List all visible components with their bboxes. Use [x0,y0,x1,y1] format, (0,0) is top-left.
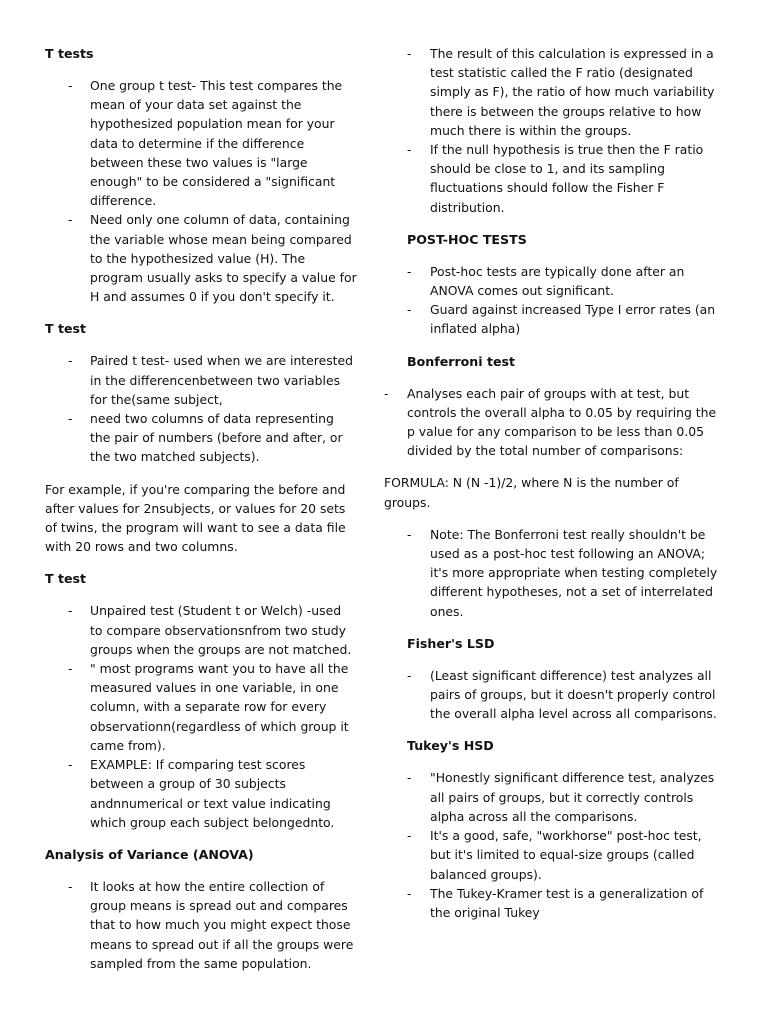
section-heading-bonferroni: Bonferroni test [407,353,516,369]
dash-marker: - [407,828,412,844]
dash-marker: - [407,885,412,901]
list-item [45,409,357,467]
bullet-list [407,262,725,339]
section-heading-t-tests: T tests [45,46,94,61]
list-item-text: It looks at how the entire collection of group means is spread out and compares that to how much you might expect those means to spread out if all the groups were sampled from the same population. [90,878,354,971]
list-item-text: "Honestly significant difference test, analyzes all pairs of groups, but it correctly controls alpha across all the comparisons. [430,770,715,824]
list-item [407,44,725,140]
section-heading-anova: Analysis of Variance (ANOVA) [45,846,254,862]
formula-paragraph: FORMULA: N (N -1)/2, where N is the number of groups. [384,475,679,510]
list-item-text: (Least significant difference) test analyzes all pairs of groups, but it doesn't properly control the overall alpha level across all comparisons. [430,667,717,722]
list-item-text: The result of this calculation is expressed in a test statistic called the F ratio (designated simply as F), the ratio of how much variability there is between the groups relative to how much there is within the groups. [430,46,715,138]
list-item [45,601,357,659]
dash-marker: - [68,878,73,894]
list-item-text: Need only one column of data, containing the variable whose mean being compared to the hypothesized value (H). The program usually asks to specify a value for H and assumes 0 if you don't specify it. [90,212,357,305]
list-item [407,262,725,300]
dash-marker: - [68,411,73,427]
left-column [45,44,357,986]
section-heading-unpaired-t-test: T test [45,571,87,587]
list-item-text: Note: The Bonferroni test really shouldn't be used as a post-hoc test following an ANOVA; it's more appropriate when testing completely different hypotheses, not a set of interrelated ones. [430,526,718,619]
bullet-list [407,768,725,922]
section-heading-post-hoc: POST-HOC TESTS [407,231,527,247]
list-item-text: The Tukey-Kramer test is a generalization of the original Tukey [430,885,704,920]
dash-marker: - [68,353,73,369]
bullet-list [45,351,357,466]
list-item-text: need two columns of data representing the pair of numbers (before and after, or the two matched subjects). [90,411,343,465]
list-item [407,140,725,217]
list-item [407,666,725,724]
list-item-text: Unpaired test (Student t or Welch) -used to compare observationsnfrom two study groups when the groups are not matched. [90,603,352,657]
bullet-list [407,44,725,217]
list-item-text: Analyses each pair of groups with at test, but controls the overall alpha to 0.05 by requiring the p value for any comparison to be less than 0.05 divided by the total number of comparisons: [407,385,717,459]
list-item [45,210,357,306]
bullet-list [45,601,357,831]
bullet-list [407,666,725,724]
list-item-text: If the null hypothesis is true then the F ratio should be close to 1, and its sampling fluctuations should follow the Fisher F distribution. [430,142,704,215]
dash-marker: - [407,770,412,786]
list-item [45,351,357,409]
list-item-text: It's a good, safe, "workhorse" post-hoc test, but it's limited to equal-size groups (called balanced groups). [430,828,702,882]
dash-marker: - [407,46,412,61]
list-item [407,525,725,621]
list-item [384,384,725,461]
right-column [384,44,725,935]
list-item [407,826,725,884]
dash-marker: - [68,757,73,773]
dash-marker: - [407,142,412,158]
section-heading-tukeys-hsd: Tukey's HSD [407,738,494,754]
list-item [45,76,357,210]
list-item-text: Guard against increased Type I error rates (an inflated alpha) [430,302,716,337]
list-item [407,884,725,922]
list-item [45,659,357,755]
list-item-text: One group t test- This test compares the mean of your data set against the hypothesized population mean for your data to determine if the difference between these two values is "large enough" to be considered a "significant difference. [90,78,343,209]
dash-marker: - [407,302,412,318]
list-item [45,755,357,832]
list-item [407,768,725,826]
list-item-text: Paired t test- used when we are interested in the differencenbetween two variables for the(same subject, [90,353,354,407]
section-heading-paired-t-test: T test [45,321,87,337]
dash-marker: - [68,661,73,677]
bullet-list [384,384,725,461]
dash-marker: - [68,78,73,93]
bullet-list [407,525,725,621]
dash-marker: - [407,667,412,683]
dash-marker: - [407,526,412,542]
bullet-list [45,877,357,973]
list-item [45,877,357,973]
dash-marker: - [384,385,389,401]
example-paragraph: For example, if you're comparing the before and after values for 2nsubjects, or values for 20 sets of twins, the program will want to see a data file with 20 rows and two columns. [45,481,346,555]
section-heading-fishers-lsd: Fisher's LSD [407,635,495,651]
dash-marker: - [68,603,73,619]
list-item-text: " most programs want you to have all the measured values in one variable, in one column, with a separate row for every observationn(regardless of which group it came from). [90,661,349,753]
dash-marker: - [68,212,73,228]
list-item-text: EXAMPLE: If comparing test scores between a group of 30 subjects andnnumerical or text value indicating which group each subject belongednto. [90,757,335,830]
bullet-list [45,76,357,306]
list-item-text: Post-hoc tests are typically done after an ANOVA comes out significant. [430,263,685,299]
dash-marker: - [407,263,412,279]
list-item [407,300,725,338]
